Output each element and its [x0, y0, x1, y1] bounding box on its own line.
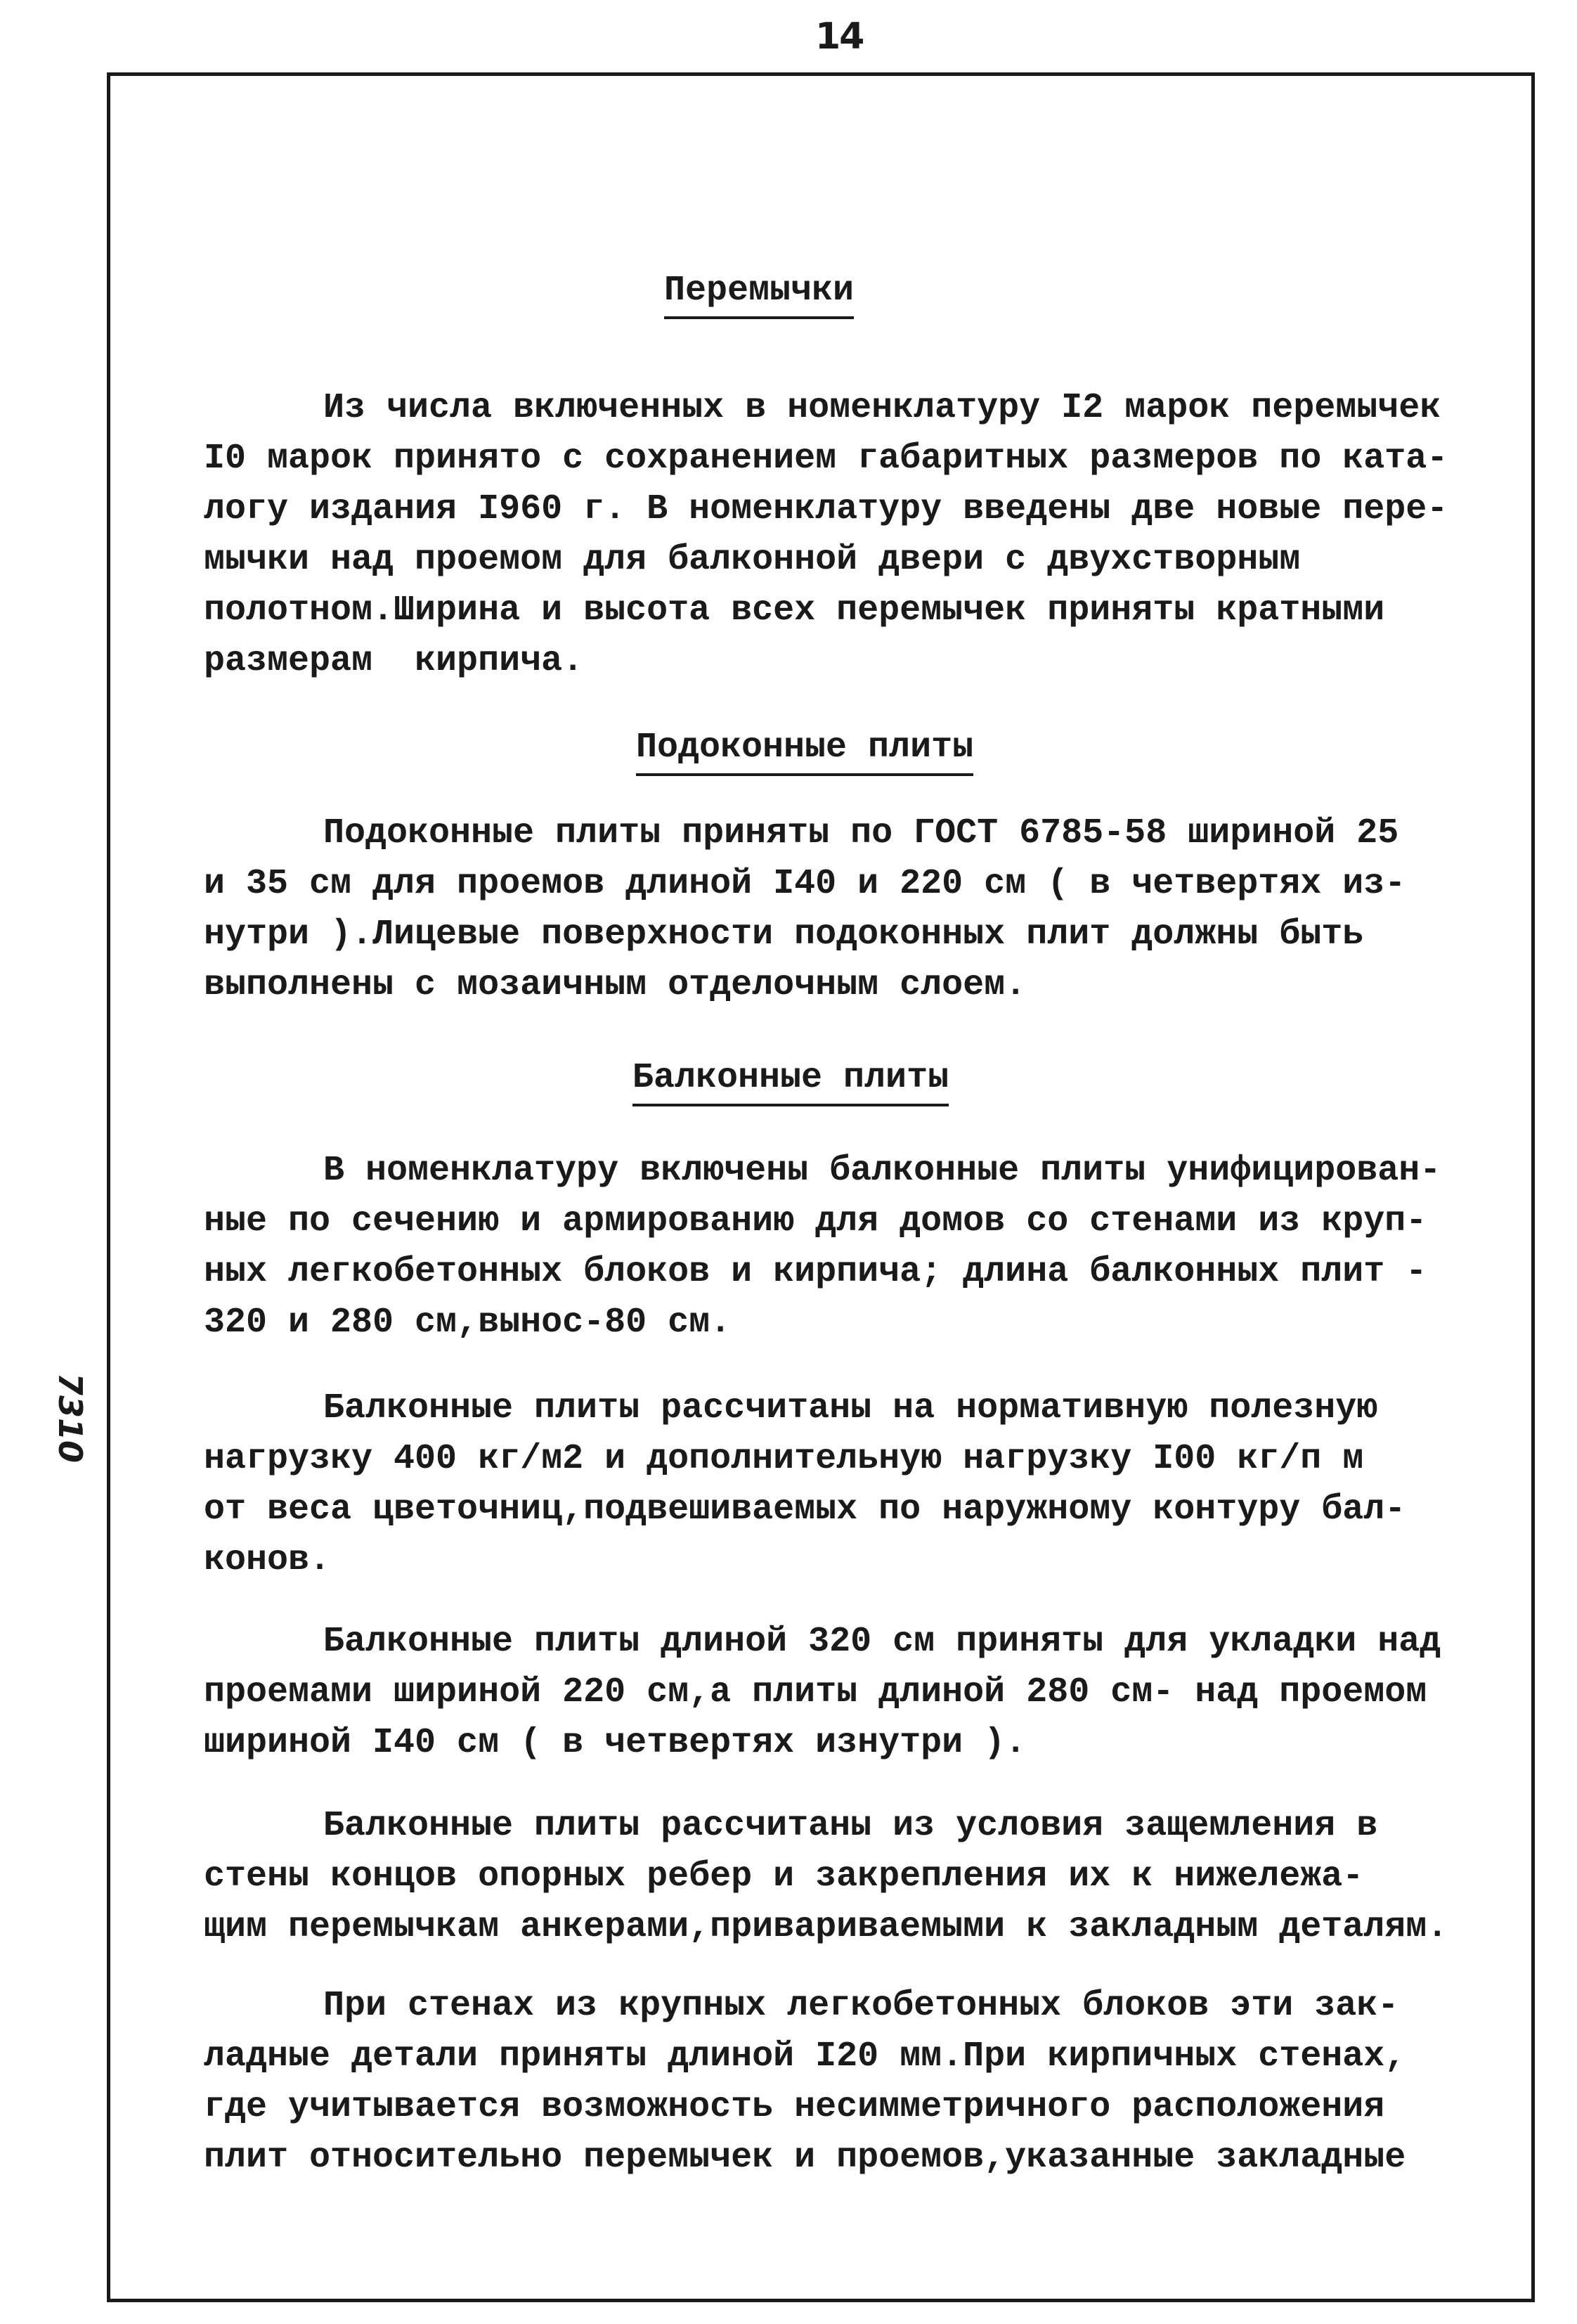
text-line: нутри ).Лицевые поверхности подоконных плит должны быть — [204, 915, 1364, 955]
paragraph-balcony-3 — [204, 1617, 1511, 1769]
text-line: ных легкобетонных блоков и кирпича; длина балконных плит - — [204, 1252, 1427, 1292]
text-line: 320 и 280 см,вынос-80 см. — [204, 1303, 732, 1343]
text-line: Балконные плиты длиной 320 см приняты для укладки над — [323, 1622, 1441, 1662]
section-heading-window-sills: Подоконные плиты — [636, 728, 973, 776]
text-line: проемами шириной 220 см,а плиты длиной 280 см- над проемом — [204, 1672, 1427, 1712]
text-line: мычки над проемом для балконной двери с двухстворным — [204, 540, 1301, 580]
text-line: ладные детали приняты длиной I20 мм.При кирпичных стенах, — [204, 2036, 1406, 2077]
section-heading-lintels: Перемычки — [664, 271, 854, 319]
section-heading-balcony-slabs: Балконные плиты — [632, 1058, 949, 1106]
text-line: полотном.Ширина и высота всех перемычек приняты кратными — [204, 590, 1385, 631]
text-line: нагрузку 400 кг/м2 и дополнительную нагрузку I00 кг/п м — [204, 1439, 1364, 1479]
text-line: шириной I40 см ( в четвертях изнутри ). — [204, 1723, 1027, 1763]
paragraph-balcony-2 — [204, 1383, 1511, 1586]
text-line: Балконные плиты рассчитаны из условия защемления в — [323, 1806, 1378, 1846]
text-line: I0 марок принято с сохранением габаритных размеров по ката- — [204, 439, 1448, 479]
text-line: Балконные плиты рассчитаны на нормативную полезную — [323, 1388, 1378, 1428]
text-line: где учитывается возможность несимметричного расположения — [204, 2087, 1385, 2127]
paragraph-balcony-5 — [204, 1981, 1511, 2183]
text-line: щим перемычкам анкерами,привариваемыми к закладным деталям. — [204, 1907, 1448, 1947]
paragraph-balcony-1 — [204, 1146, 1511, 1348]
page-number: 14 — [815, 15, 864, 58]
paragraph-window-sills — [204, 808, 1511, 1011]
text-line: от веса цветочниц,подвешиваемых по наружному контуру бал- — [204, 1490, 1406, 1530]
paragraph-lintels — [204, 383, 1511, 687]
text-line: и 35 см для проемов длиной I40 и 220 см ( в четвертях из- — [204, 864, 1406, 904]
text-line: выполнены с мозаичным отделочным слоем. — [204, 965, 1027, 1005]
text-line: плит относительно перемычек и проемов,указанные закладные — [204, 2138, 1406, 2178]
text-line: В номенклатуру включены балконные плиты унифицирован- — [323, 1151, 1441, 1191]
text-line: стены концов опорных ребер и закрепления их к нижележа- — [204, 1857, 1364, 1897]
archive-number: 7310 — [51, 1372, 89, 1464]
text-line: размерам кирпича. — [204, 641, 584, 681]
text-line: ные по сечению и армированию для домов со стенами из круп- — [204, 1201, 1427, 1241]
text-line: логу издания I960 г. В номенклатуру введены две новые пере- — [204, 489, 1448, 529]
text-line: Подоконные плиты приняты по ГОСТ 6785-58 шириной 25 — [323, 813, 1399, 853]
text-line: При стенах из крупных легкобетонных блоков эти зак- — [323, 1986, 1399, 2026]
text-line: Из числа включенных в номенклатуру I2 марок перемычек — [323, 388, 1441, 428]
text-line: конов. — [204, 1540, 331, 1580]
paragraph-balcony-4 — [204, 1801, 1511, 1953]
